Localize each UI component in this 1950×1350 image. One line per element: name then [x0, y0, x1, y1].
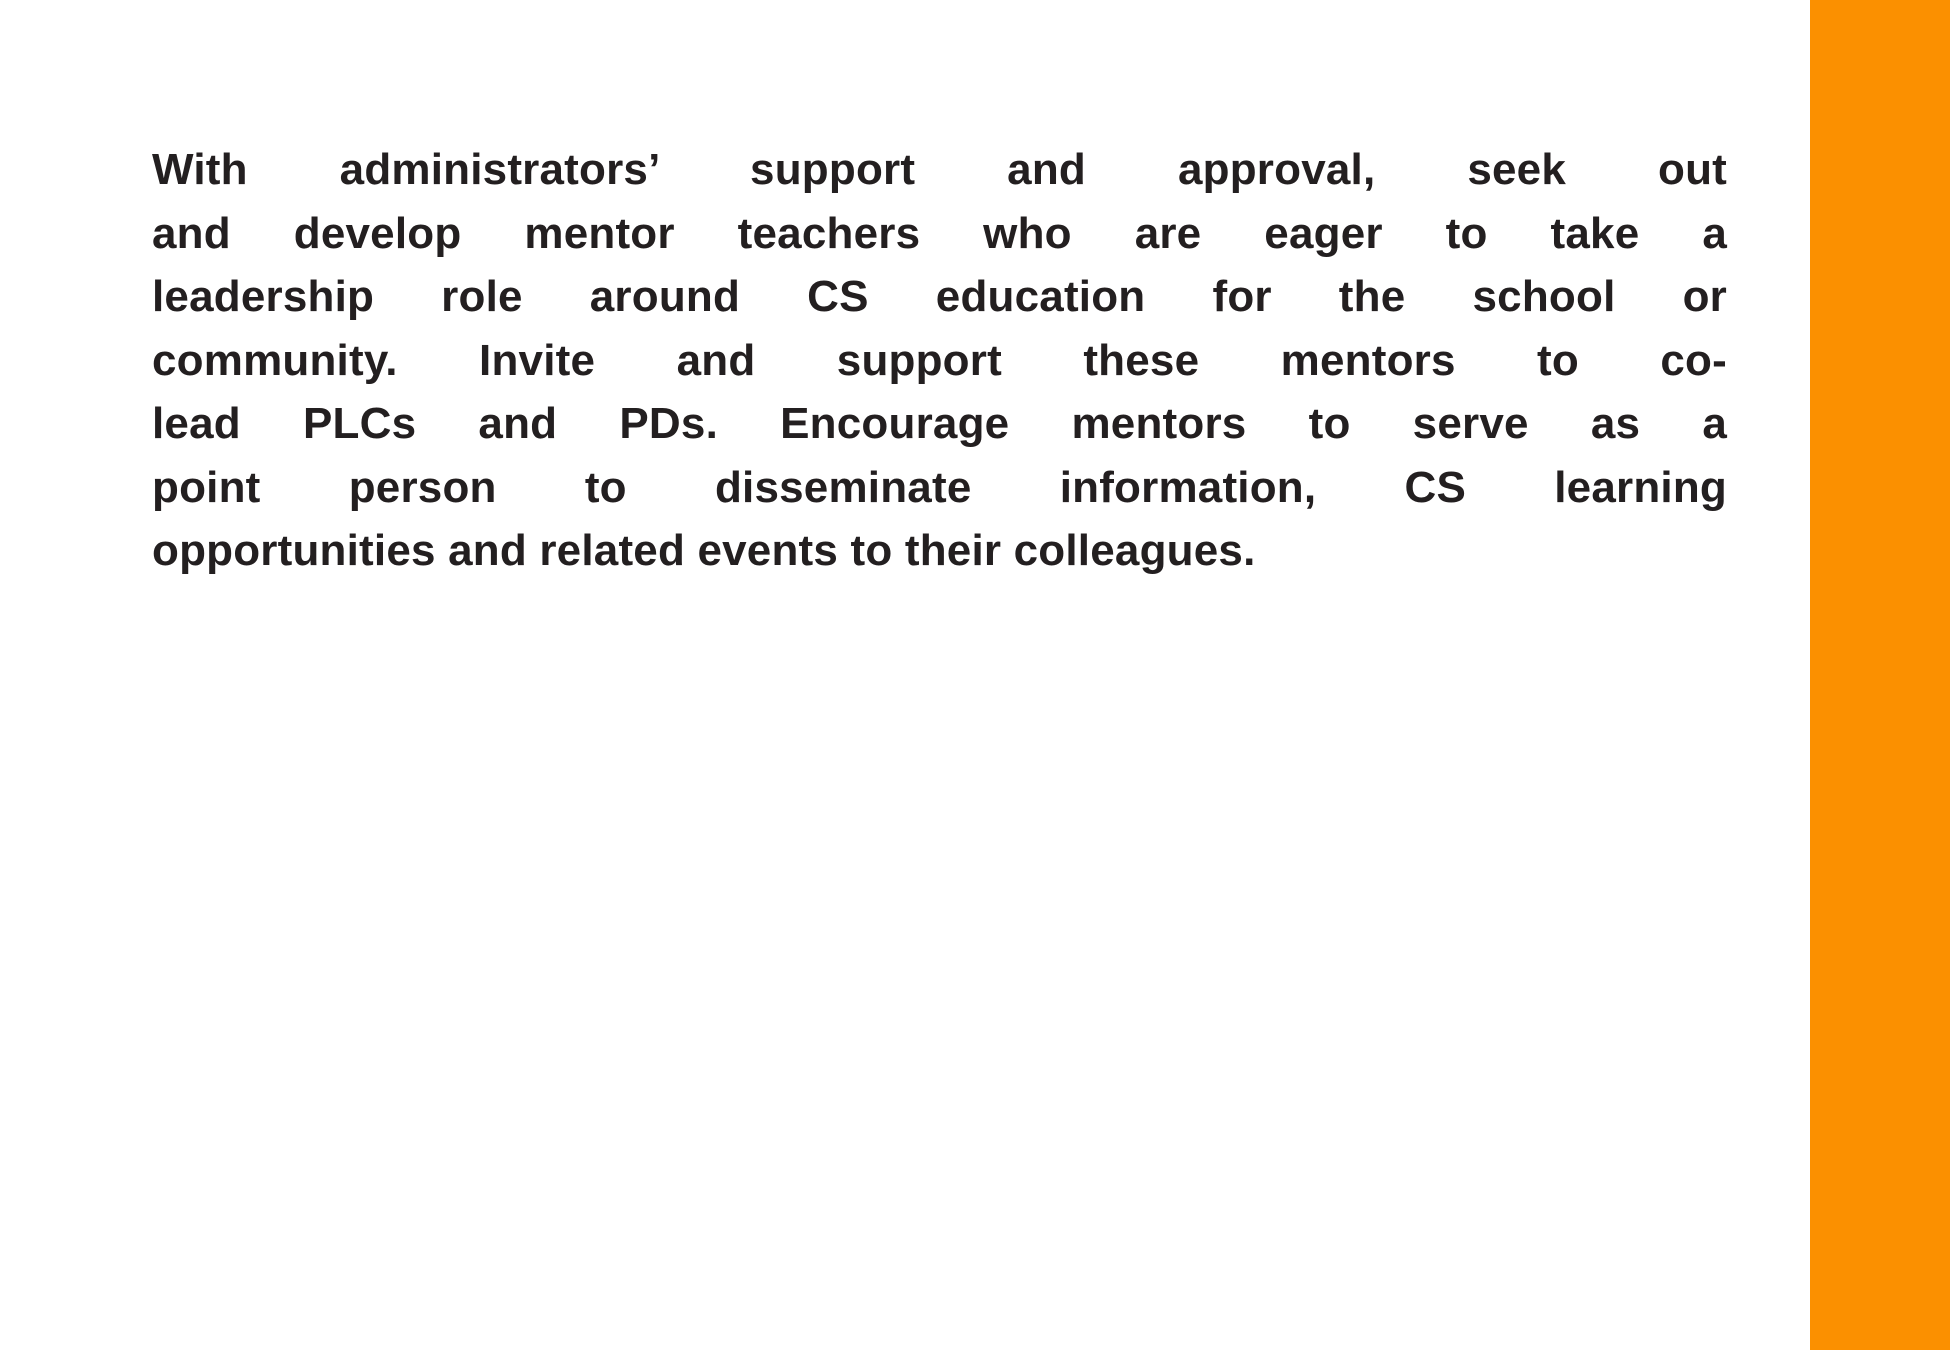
accent-bar — [1810, 0, 1950, 1350]
text-line: and develop mentor teachers who are eager to take a — [152, 208, 1727, 258]
text-line: point person to disseminate information, CS learning — [152, 462, 1727, 512]
text-line: With administrators’ support and approval, seek out — [152, 145, 1727, 194]
body-paragraph — [152, 138, 1727, 583]
text-line: lead PLCs and PDs. Encourage mentors to serve as a — [152, 399, 1727, 448]
text-line: leadership role around CS education for the school or — [152, 272, 1727, 321]
text-line: opportunities and related events to their colleagues. — [152, 526, 1256, 575]
text-line: community. Invite and support these mentors to co- — [152, 335, 1727, 385]
